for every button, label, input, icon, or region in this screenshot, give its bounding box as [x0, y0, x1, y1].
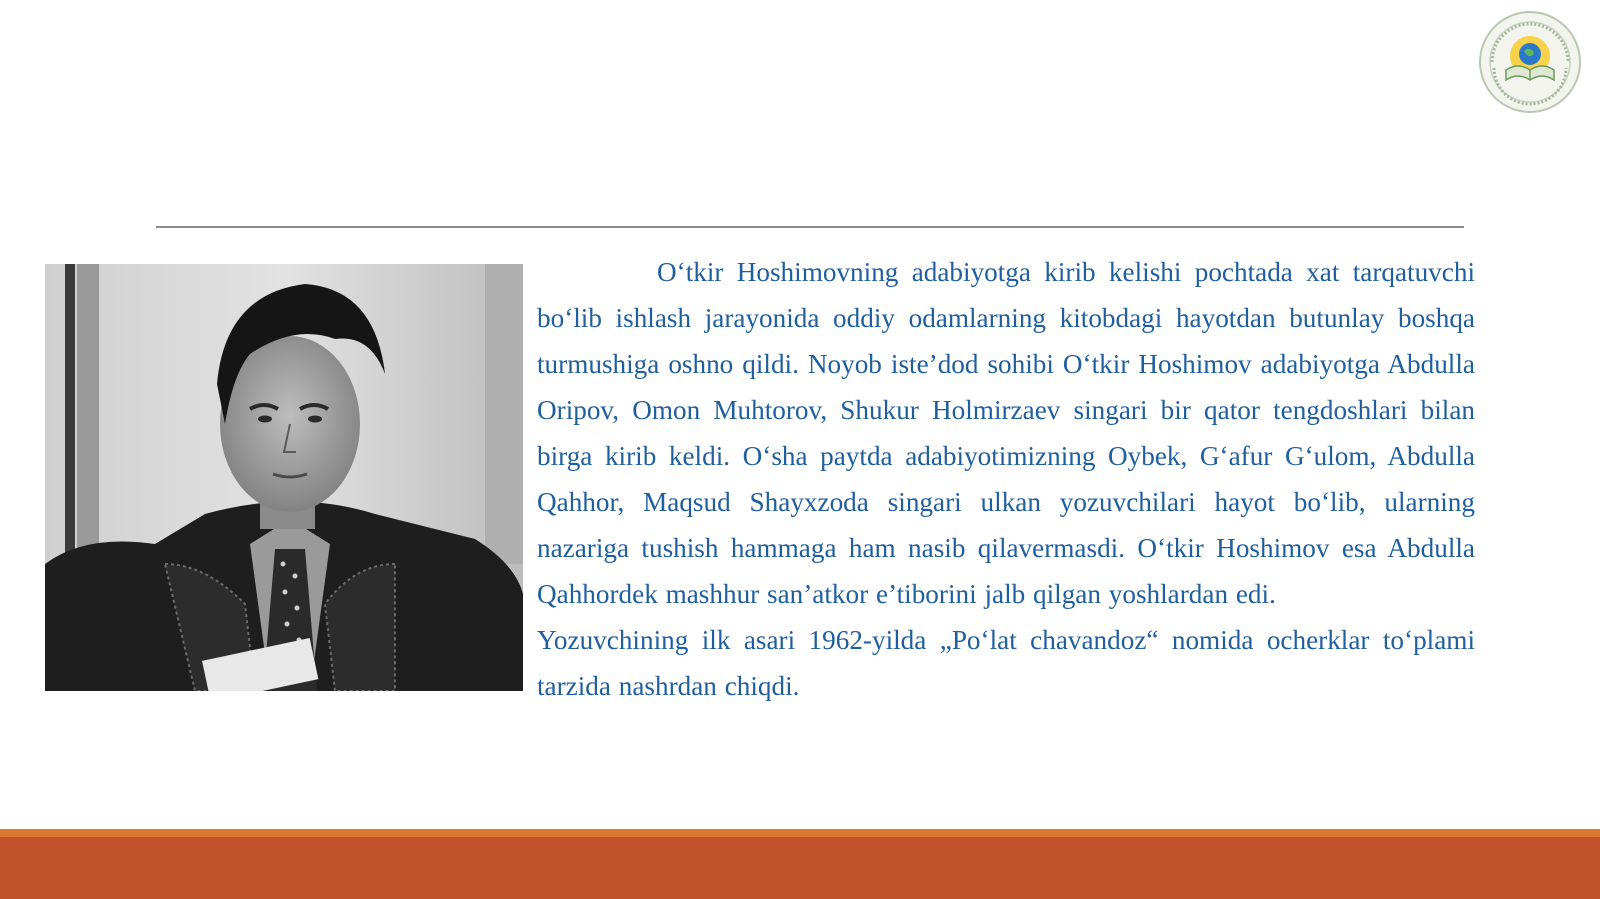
- footer-accent-stripe: [0, 829, 1600, 837]
- paragraph-biography: O‘tkir Hoshimovning adabiyotga kirib kelishi pochtada xat tarqatuvchi bo‘lib ishlash jarayonida oddiy odamlarning kitobdagi hayotdan butunlay boshqa turmushiga oshno qildi. Noyob iste’dod sohibi O‘tkir Hoshimov adabiyotga Abdulla Oripov, Omon Muhtorov, Shukur Holmirzaev singari bir qator tengdoshlari bilan birga kirib keldi. O‘sha paytda adabiyotimizning Oybek, G‘afur G‘ulom, Abdulla Qahhor, Maqsud Shayxzoda singari ulkan yozuvchilari hayot bo‘lib, ularning nazariga tushish hammaga ham nasib qilavermasdi. O‘tkir Hoshimov esa Abdulla Qahhordek mashhur san’atkor e’tiborini jalb qilgan yoshlardan edi.: [537, 257, 1475, 609]
- body-text: [537, 249, 1475, 709]
- portrait-photo: [45, 264, 523, 691]
- paragraph-first-work: Yozuvchining ilk asari 1962-yilda „Po‘lat chavandoz“ nomida ocherklar to‘plami tarzida nashrdan chiqdi.: [537, 625, 1475, 701]
- horizontal-divider: [156, 226, 1464, 228]
- open-book-globe-emblem-icon: [1478, 10, 1582, 114]
- footer-bar: [0, 837, 1600, 899]
